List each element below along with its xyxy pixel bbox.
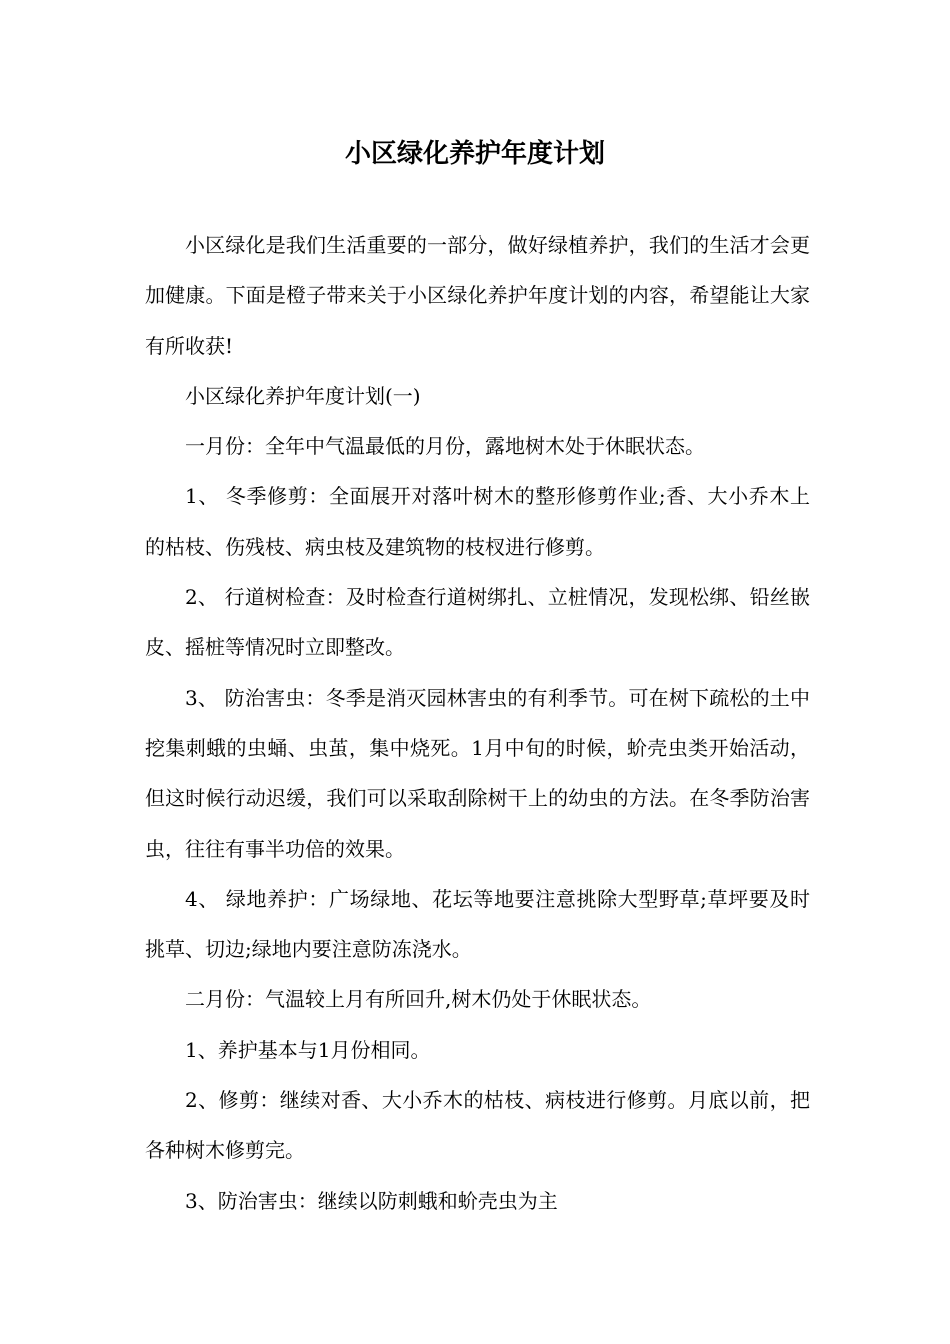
- document-body: [145, 220, 810, 1226]
- paragraph-feb-item-2: 2、修剪：继续对香、大小乔木的枯枝、病枝进行修剪。月底以前，把各种树木修剪完。: [145, 1088, 810, 1163]
- paragraph-feb-item-1: 1、养护基本与1月份相同。: [185, 1037, 431, 1062]
- paragraph-intro: 小区绿化是我们生活重要的一部分，做好绿植养护，我们的生活才会更加健康。下面是橙子带来关于小区绿化养护年度计划的内容，希望能让大家有所收获!: [145, 233, 810, 358]
- paragraph-section-heading: 小区绿化养护年度计划(一): [185, 383, 421, 408]
- paragraph-feb-item-3: 3、防治害虫：继续以防刺蛾和蚧壳虫为主: [185, 1188, 558, 1213]
- paragraph-january: 一月份：全年中气温最低的月份，露地树木处于休眠状态。: [185, 434, 705, 459]
- paragraph-february: 二月份：气温较上月有所回升,树木仍处于休眠状态。: [185, 987, 652, 1012]
- paragraph-jan-item-3: 3、 防治害虫：冬季是消灭园林害虫的有利季节。可在树下疏松的土中挖集刺蛾的虫蛹、虫茧，集中烧死。1月中旬的时候，蚧壳虫类开始活动，但这时候行动迟缓，我们可以采取刮除树干上的幼虫的方法。在冬季防治害虫，往往有事半功倍的效果。: [145, 685, 810, 861]
- paragraph-jan-item-2: 2、 行道树检查：及时检查行道树绑扎、立桩情况，发现松绑、铅丝嵌皮、摇桩等情况时立即整改。: [145, 585, 810, 660]
- paragraph-jan-item-4: 4、 绿地养护：广场绿地、花坛等地要注意挑除大型野草;草坪要及时挑草、切边;绿地内要注意防冻浇水。: [145, 886, 810, 962]
- document-title: 小区绿化养护年度计划: [344, 139, 605, 169]
- paragraph-jan-item-1: 1、 冬季修剪：全面展开对落叶树木的整形修剪作业;香、大小乔木上的枯枝、伤残枝、病虫枝及建筑物的枝杈进行修剪。: [145, 484, 810, 559]
